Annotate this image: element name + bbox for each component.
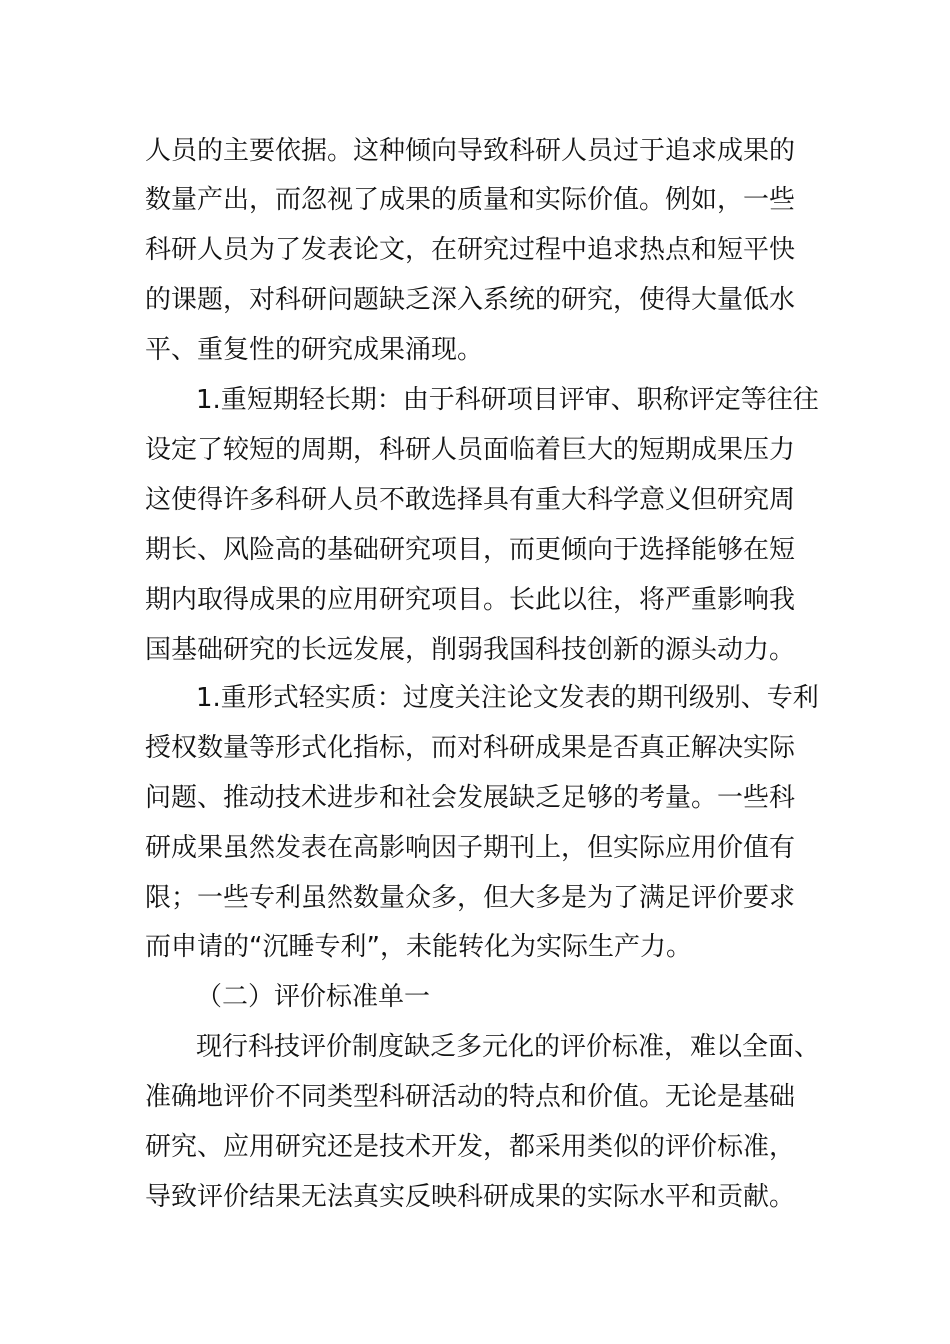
text-line: 期长、风险高的基础研究项目，而更倾向于选择能够在短: [145, 535, 796, 565]
section-heading: （二）评价标准单一: [196, 982, 431, 1012]
text-line: 人员的主要依据。这种倾向导致科研人员过于追求成果的: [145, 136, 796, 166]
text-line: 科研人员为了发表论文，在研究过程中追求热点和短平快: [145, 235, 796, 265]
text-line: 准确地评价不同类型科研活动的特点和价值。无论是基础: [145, 1082, 796, 1112]
text-line: 研究、应用研究还是技术开发，都采用类似的评价标准，: [145, 1132, 796, 1162]
text-line: 平、重复性的研究成果涌现。: [145, 335, 484, 365]
text-line: 数量产出，而忽视了成果的质量和实际价值。例如，一些: [145, 185, 796, 215]
text-line: 而申请的“沉睡专利”，未能转化为实际生产力。: [145, 932, 692, 962]
text-line: 1.重形式轻实质：过度关注论文发表的期刊级别、专利: [196, 683, 819, 713]
text-line: 研成果虽然发表在高影响因子期刊上，但实际应用价值有: [145, 833, 796, 863]
text-line: 期内取得成果的应用研究项目。长此以往，将严重影响我: [145, 585, 796, 615]
text-line: 这使得许多科研人员不敢选择具有重大科学意义但研究周: [145, 485, 796, 515]
text-line: 问题、推动技术进步和社会发展缺乏足够的考量。一些科: [145, 783, 796, 813]
text-line: 设定了较短的周期，科研人员面临着巨大的短期成果压力: [145, 435, 796, 465]
text-line: 现行科技评价制度缺乏多元化的评价标准，难以全面、: [196, 1032, 821, 1062]
text-line: 授权数量等形式化指标，而对科研成果是否真正解决实际: [145, 733, 796, 763]
text-line: 导致评价结果无法真实反映科研成果的实际水平和贡献。: [145, 1182, 796, 1212]
text-line: 1.重短期轻长期：由于科研项目评审、职称评定等往往: [196, 385, 819, 415]
text-line: 国基础研究的长远发展，削弱我国科技创新的源头动力。: [145, 635, 796, 665]
text-line: 限；一些专利虽然数量众多，但大多是为了满足评价要求: [145, 883, 796, 913]
text-line: 的课题，对科研问题缺乏深入系统的研究，使得大量低水: [145, 285, 796, 315]
